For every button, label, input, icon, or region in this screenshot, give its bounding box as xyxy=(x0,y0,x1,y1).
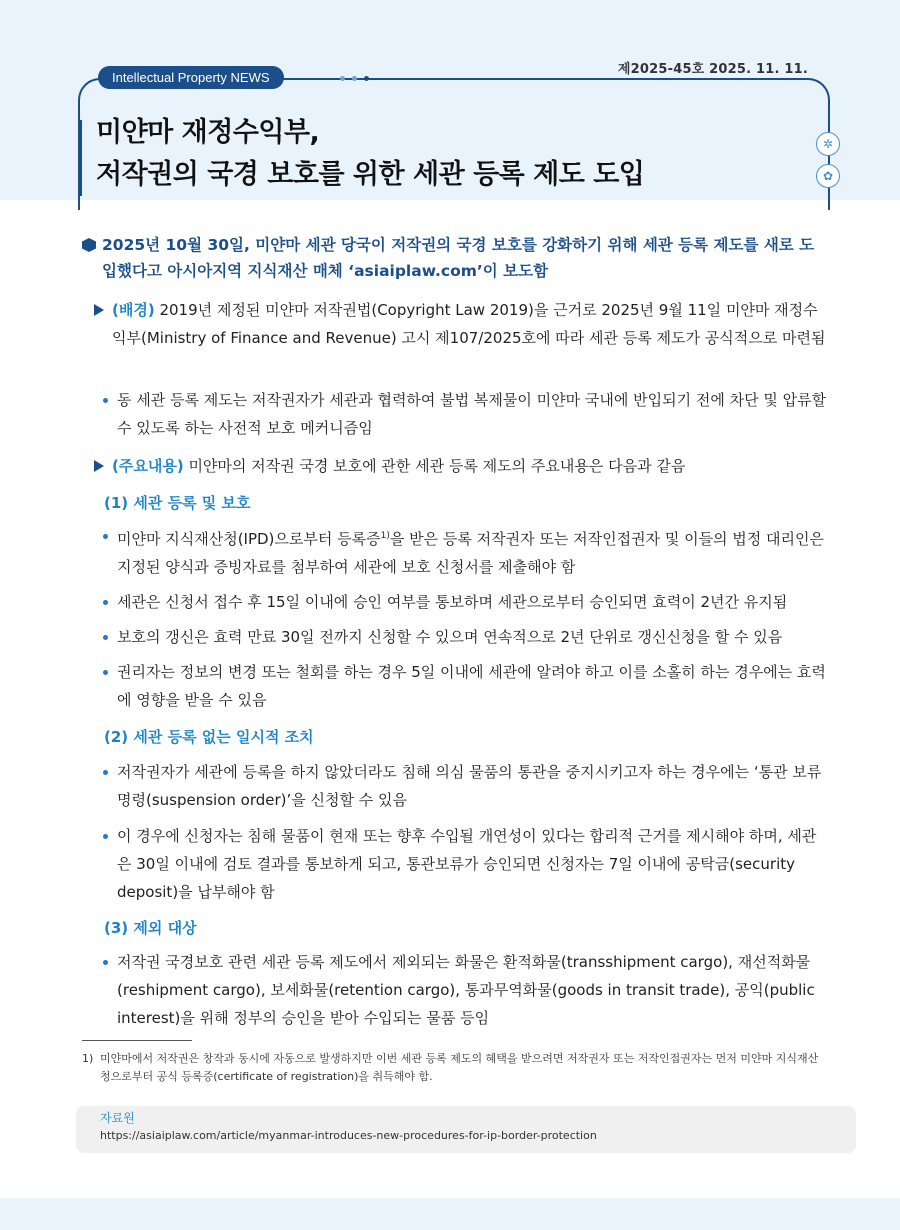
footnote xyxy=(82,1050,827,1086)
bullet-dot-icon xyxy=(103,834,108,839)
footer-band xyxy=(0,1198,900,1230)
list-item xyxy=(103,623,828,651)
globe-icon: ✿ xyxy=(816,164,840,188)
series-badge: Intellectual Property NEWS xyxy=(98,66,284,89)
main-text: 미얀마의 저작권 국경 보호에 관한 세관 등록 제도의 주요내용은 다음과 같음 xyxy=(183,457,686,475)
bullet-dot-icon xyxy=(103,398,108,403)
footnote-number: 1) xyxy=(82,1052,94,1065)
list-item-text: 세관은 신청서 접수 후 15일 이내에 승인 여부를 통보하며 세관으로부터 승인되면 효력이 2년간 유지됨 xyxy=(117,593,788,611)
bullet-dot-icon xyxy=(103,670,108,675)
list-item xyxy=(103,522,828,581)
bullet-dot-icon xyxy=(103,770,108,775)
background-text: 2019년 제정된 미얀마 저작권법(Copyright Law 2019)을 근거로 2025년 9월 11일 미얀마 재정수익부(Ministry of Finance and Revenue) 고시 제107/2025호에 따라 세관 등록 제도가 공식적으로 마련됨 xyxy=(112,301,826,347)
gear-icon: ✲ xyxy=(816,132,840,156)
list-item-text: 보호의 갱신은 효력 만료 30일 전까지 신청할 수 있으며 연속적으로 2년 단위로 갱신신청을 할 수 있음 xyxy=(117,628,783,646)
list-item xyxy=(103,658,828,714)
footnote-text: 미얀마에서 저작권은 창작과 동시에 자동으로 발생하지만 이번 세관 등록 제도의 혜택을 받으려면 저작권자 또는 저작인접권자는 먼저 미얀마 지식재산청으로부터 공식 등록증(certificate of registration)을 취득해야 함. xyxy=(100,1052,819,1083)
list-item-text: 을 받은 등록 저작권자 또는 저작인접권자 및 이들의 법정 대리인은 지정된 양식과 증빙자료를 첨부하여 세관에 보호 신청서를 제출해야 함 xyxy=(117,530,825,576)
list-item-text: 저작권자가 세관에 등록을 하지 않았더라도 침해 의심 물품의 통관을 중지시키고자 하는 경우에는 ‘통관 보류 명령(suspension order)’을 신청할 수 있음 xyxy=(117,763,822,809)
bullet-dot-icon xyxy=(103,960,108,965)
decorative-dots xyxy=(300,78,370,80)
bullet-dot-icon xyxy=(103,534,108,539)
page-title xyxy=(96,112,644,196)
list-item-text: 저작권 국경보호 관련 세관 등록 제도에서 제외되는 화물은 환적화물(transshipment cargo), 재선적화물(reshipment cargo), 보세화물(retention cargo), 통과무역화물(goods in transit trade), 공익(public interest)을 위해 정부의 승인을 받아 수입되는 물품 등임 xyxy=(117,953,815,1027)
triangle-icon xyxy=(94,304,104,316)
section-heading: (3) 제외 대상 xyxy=(104,919,197,937)
source-link[interactable]: https://asiaiplaw.com/article/myanmar-introduces-new-procedures-for-ip-border-protection xyxy=(100,1129,597,1142)
list-item xyxy=(103,758,828,814)
lead-paragraph: 2025년 10월 30일, 미얀마 세관 당국이 저작권의 국경 보호를 강화하기 위해 세관 등록 제도를 새로 도입했다고 아시아지역 지식재산 매체 ‘asiaiplaw.com’이 보도함 xyxy=(82,232,827,284)
cube-icon xyxy=(82,238,96,252)
list-item-text: 권리자는 정보의 변경 또는 철회를 하는 경우 5일 이내에 세관에 알려야 하고 이를 소홀히 하는 경우에는 효력에 영향을 받을 수 있음 xyxy=(117,663,826,709)
background-key: (배경) xyxy=(112,301,155,319)
source-box xyxy=(76,1106,856,1153)
list-item xyxy=(103,822,828,906)
source-label: 자료원 xyxy=(100,1111,135,1125)
list-item-text: 이 경우에 신청자는 침해 물품이 현재 또는 향후 수입될 개연성이 있다는 합리적 근거를 제시해야 하며, 세관은 30일 이내에 검토 결과를 통보하게 되고, 통관보류가 승인되면 신청자는 7일 이내에 공탁금(security deposit)을 납부해야 함 xyxy=(117,827,817,901)
footnote-ref: 1) xyxy=(380,531,390,541)
section-heading: (2) 세관 등록 없는 일시적 조치 xyxy=(104,728,314,746)
triangle-icon xyxy=(94,460,104,472)
list-item-text: 동 세관 등록 제도는 저작권자가 세관과 협력하여 불법 복제물이 미얀마 국내에 반입되기 전에 차단 및 압류할 수 있도록 하는 사전적 보호 메커니즘임 xyxy=(117,391,827,437)
bullet-dot-icon xyxy=(103,635,108,640)
footnote-divider xyxy=(82,1040,192,1041)
list-item xyxy=(103,948,828,1032)
section-heading: (1) 세관 등록 및 보호 xyxy=(104,494,251,512)
title-accent-bar xyxy=(78,120,82,196)
main-key: (주요내용) xyxy=(112,457,184,475)
bullet-dot-icon xyxy=(103,600,108,605)
main-content-item xyxy=(94,452,828,480)
issue-number: 제2025-45호 2025. 11. 11. xyxy=(617,62,808,77)
background-item xyxy=(94,296,828,352)
list-item xyxy=(103,588,828,616)
title-line-2: 저작권의 국경 보호를 위한 세관 등록 제도 도입 xyxy=(96,159,645,190)
list-item xyxy=(103,386,828,442)
list-item-text: 미얀마 지식재산청(IPD)으로부터 등록증 xyxy=(117,530,381,548)
title-line-1: 미얀마 재정수익부, xyxy=(96,117,320,148)
